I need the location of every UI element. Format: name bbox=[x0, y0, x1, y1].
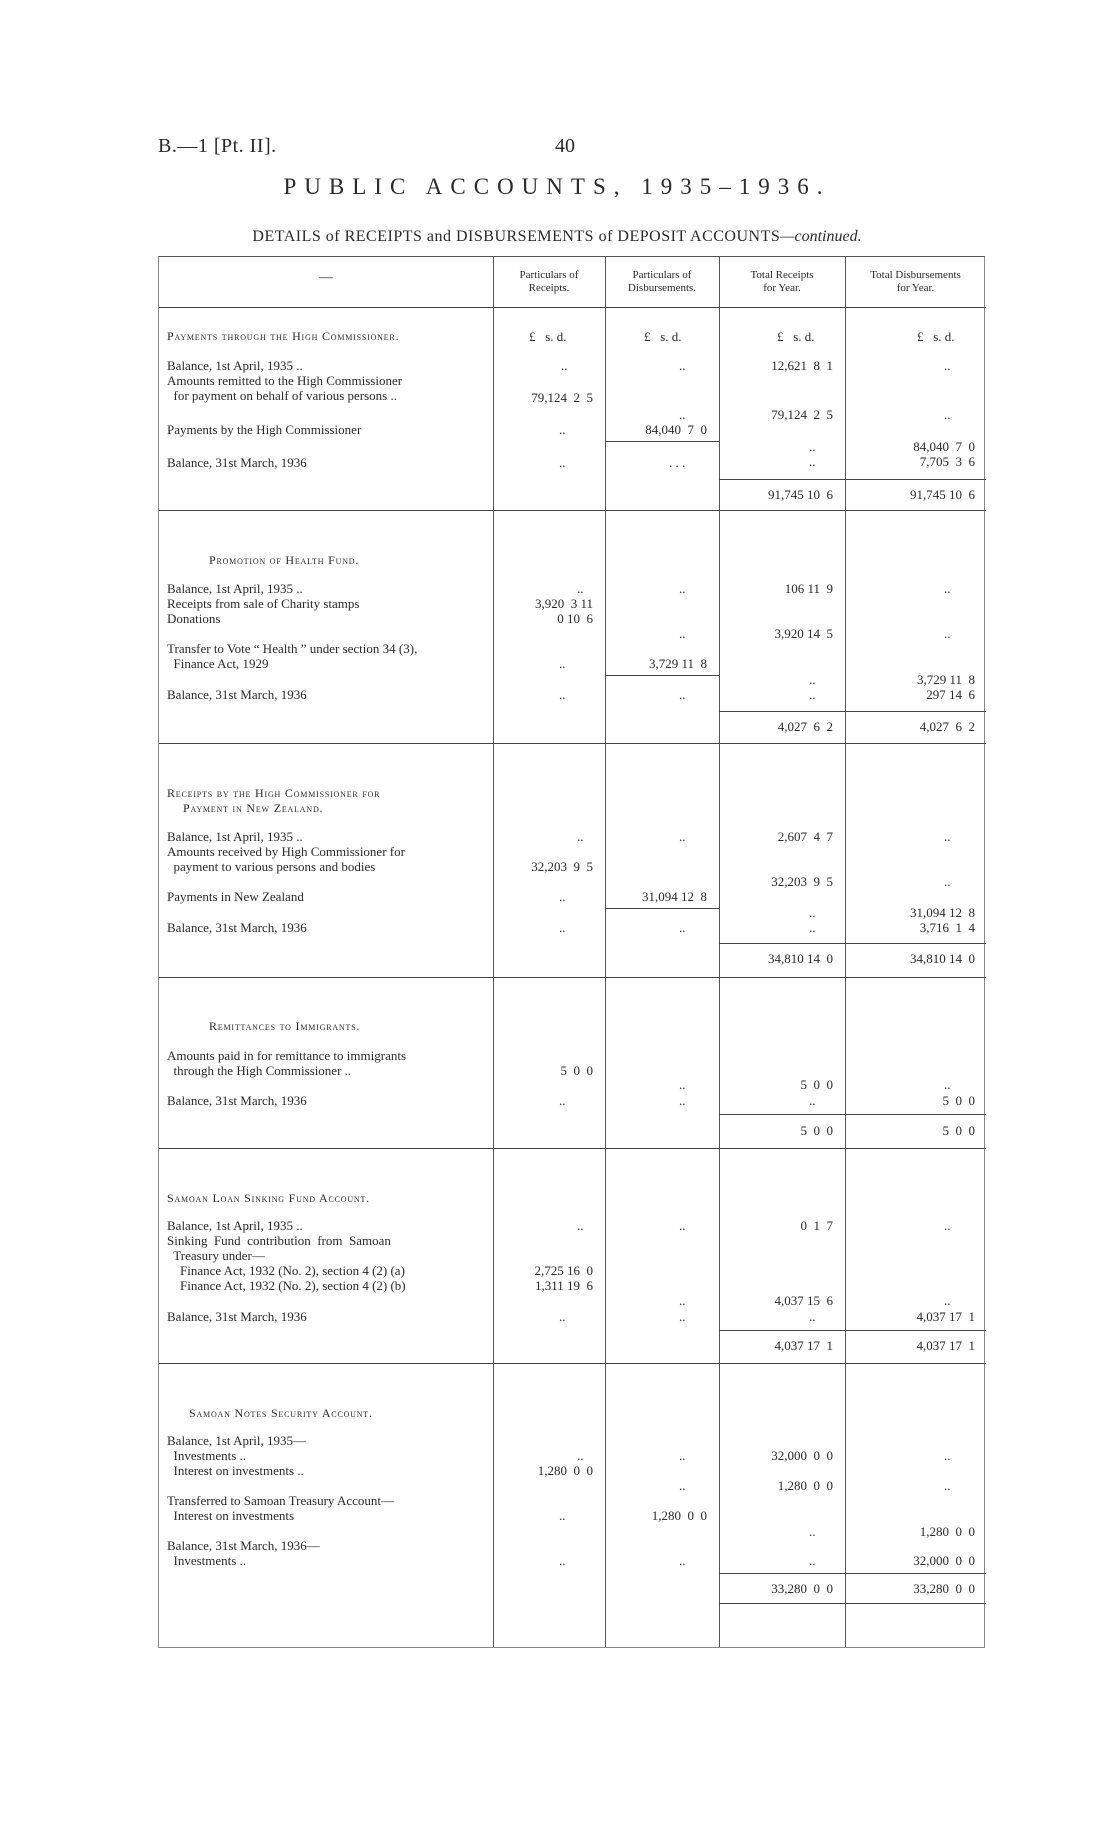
leader-dots: .. bbox=[809, 1553, 816, 1568]
leader-dots: .. bbox=[809, 1093, 816, 1108]
leader-dots: .. bbox=[561, 358, 568, 373]
currency-heading: £ s. d. bbox=[777, 329, 815, 344]
section-total-disbursements: 34,810 14 0 bbox=[910, 951, 975, 966]
sum-rule bbox=[719, 1603, 986, 1604]
disbursement-amount: 31,094 12 8 bbox=[642, 889, 707, 904]
total-disbursement-amount: 297 14 6 bbox=[926, 687, 975, 702]
total-receipt-amount: 1,280 0 0 bbox=[777, 1478, 833, 1493]
sum-rule bbox=[605, 441, 719, 442]
leader-dots: .. bbox=[944, 407, 951, 422]
leader-dots: .. bbox=[944, 358, 951, 373]
sum-rule bbox=[719, 1114, 986, 1115]
col-head-total-receipts: Total Receipts for Year. bbox=[750, 269, 814, 294]
disbursement-amount: 1,280 0 0 bbox=[651, 1508, 707, 1523]
section-total-receipts: 5 0 0 bbox=[800, 1123, 833, 1138]
total-disbursement-amount: 5 0 0 bbox=[942, 1093, 975, 1108]
page-number: 40 bbox=[555, 135, 575, 157]
receipt-amount: 3,920 3 11 bbox=[534, 596, 593, 611]
line-item: Payments by the High Commissioner bbox=[167, 422, 362, 437]
section-total-receipts: 34,810 14 0 bbox=[768, 951, 833, 966]
leader-dots: .. bbox=[809, 454, 816, 469]
line-item: Balance, 1st April, 1935 .. bbox=[167, 358, 303, 373]
leader-dots: .. bbox=[679, 1077, 686, 1092]
document-reference: B.—1 [Pt. II]. bbox=[158, 135, 277, 157]
leader-dots: .. bbox=[809, 439, 816, 454]
line-item: payment to various persons and bodies bbox=[167, 859, 376, 874]
total-receipt-amount: 79,124 2 5 bbox=[771, 407, 833, 422]
line-item: Finance Act, 1929 bbox=[167, 656, 269, 671]
receipt-amount: 2,725 16 0 bbox=[534, 1263, 593, 1278]
section-total-receipts: 4,037 17 1 bbox=[774, 1338, 833, 1353]
leader-dots: .. bbox=[809, 1309, 816, 1324]
line-item: Balance, 31st March, 1936 bbox=[167, 687, 307, 702]
receipt-amount: 1,280 0 0 bbox=[537, 1463, 593, 1478]
section-title: Receipts by the High Commissioner for bbox=[167, 786, 381, 800]
line-item: Balance, 31st March, 1936 bbox=[167, 1093, 307, 1108]
total-disbursement-amount: 7,705 3 6 bbox=[919, 454, 975, 469]
sum-rule bbox=[719, 479, 986, 480]
line-item: Balance, 1st April, 1935 .. bbox=[167, 1218, 303, 1233]
page-title: PUBLIC ACCOUNTS, 1935–1936. bbox=[283, 174, 831, 199]
column-divider bbox=[493, 257, 494, 1647]
total-receipt-amount: 32,203 9 5 bbox=[771, 874, 833, 889]
total-receipt-amount: 32,000 0 0 bbox=[771, 1448, 833, 1463]
col-head-disbursements: Particulars of Disbursements. bbox=[627, 269, 697, 294]
total-receipt-amount: 2,607 4 7 bbox=[777, 829, 833, 844]
leader-dots: .. bbox=[944, 1293, 951, 1308]
leader-dots: .. bbox=[679, 829, 686, 844]
line-item: Balance, 31st March, 1936 bbox=[167, 455, 307, 470]
leader-dots: .. bbox=[559, 656, 566, 671]
leader-dots: .. bbox=[944, 626, 951, 641]
receipt-amount: 1,311 19 6 bbox=[534, 1278, 593, 1293]
leader-dots: .. bbox=[559, 1553, 566, 1568]
subtitle-continued: —continued. bbox=[780, 228, 862, 245]
leader-dots: .. bbox=[559, 889, 566, 904]
line-item: Interest on investments bbox=[167, 1508, 295, 1523]
leader-dots: .. bbox=[679, 1478, 686, 1493]
total-disbursement-amount: 3,729 11 8 bbox=[916, 672, 975, 687]
total-receipt-amount: 3,920 14 5 bbox=[774, 626, 833, 641]
total-disbursement-amount: 1,280 0 0 bbox=[919, 1524, 975, 1539]
leader-dots: .. bbox=[679, 1448, 686, 1463]
leader-dots: .. bbox=[559, 1508, 566, 1523]
leader-dots: .. bbox=[577, 1448, 584, 1463]
leader-dots: .. bbox=[809, 1524, 816, 1539]
leader-dots: .. bbox=[944, 1218, 951, 1233]
leader-dots: .. bbox=[577, 581, 584, 596]
line-item: Balance, 1st April, 1935 .. bbox=[167, 581, 303, 596]
leader-dots: .. bbox=[679, 626, 686, 641]
line-item: through the High Commissioner .. bbox=[167, 1063, 352, 1078]
column-divider bbox=[605, 257, 606, 1647]
page-subtitle bbox=[0, 228, 1114, 246]
leader-dots: .. bbox=[679, 1553, 686, 1568]
section-title: Remittances to Immigrants. bbox=[209, 1019, 361, 1033]
leader-dots: .. bbox=[944, 874, 951, 889]
line-item: Balance, 31st March, 1936 bbox=[167, 920, 307, 935]
total-disbursement-amount: 32,000 0 0 bbox=[913, 1553, 975, 1568]
leader-dots: .. bbox=[559, 920, 566, 935]
section-rule bbox=[159, 977, 986, 978]
line-item: Receipts from sale of Charity stamps bbox=[167, 596, 360, 611]
sum-rule bbox=[719, 943, 986, 944]
line-item: Balance, 1st April, 1935 .. bbox=[167, 829, 303, 844]
section-total-disbursements: 4,037 17 1 bbox=[916, 1338, 975, 1353]
section-title: Samoan Notes Security Account. bbox=[189, 1406, 373, 1420]
total-receipt-amount: 4,037 15 6 bbox=[774, 1293, 833, 1308]
leader-dots: .. bbox=[559, 687, 566, 702]
leader-dots: .. bbox=[577, 829, 584, 844]
leader-dots: .. bbox=[944, 581, 951, 596]
sum-rule bbox=[719, 1330, 986, 1331]
section-title: Samoan Loan Sinking Fund Account. bbox=[167, 1191, 370, 1205]
section-title-continued: Payment in New Zealand. bbox=[183, 801, 324, 815]
line-item: Interest on investments .. bbox=[167, 1463, 304, 1478]
disbursement-amount: 3,729 11 8 bbox=[648, 656, 707, 671]
leader-dots: .. bbox=[944, 829, 951, 844]
disbursement-amount: 84,040 7 0 bbox=[645, 422, 707, 437]
leader-dots: .. bbox=[577, 1218, 584, 1233]
sum-rule bbox=[605, 675, 719, 676]
total-receipt-amount: 0 1 7 bbox=[800, 1218, 833, 1233]
line-item: for payment on behalf of various persons .. bbox=[167, 388, 397, 403]
leader-dots: .. bbox=[559, 1309, 566, 1324]
section-total-receipts: 4,027 6 2 bbox=[777, 719, 833, 734]
leader-dots: .. bbox=[679, 1093, 686, 1108]
col-head-total-disbursements: Total Disbursements for Year. bbox=[870, 269, 961, 294]
total-receipt-amount: 106 11 9 bbox=[784, 581, 833, 596]
leader-dots: .. bbox=[559, 422, 566, 437]
line-item: Amounts received by High Commissioner for bbox=[167, 844, 405, 859]
total-disbursement-amount: 3,716 1 4 bbox=[919, 920, 975, 935]
receipt-amount: 0 10 6 bbox=[557, 611, 593, 626]
line-item: Balance, 1st April, 1935— bbox=[167, 1433, 307, 1448]
leader-dots: .. bbox=[679, 687, 686, 702]
currency-heading: £ s. d. bbox=[644, 329, 682, 344]
receipt-amount: 32,203 9 5 bbox=[531, 859, 593, 874]
leader-dots: .. bbox=[944, 1077, 951, 1092]
col-head-description: — bbox=[319, 270, 333, 285]
subtitle-text: DETAILS of RECEIPTS and DISBURSEMENTS of DEPOSIT ACCOUNTS bbox=[252, 228, 781, 245]
section-total-receipts: 33,280 0 0 bbox=[771, 1581, 833, 1596]
leader-dots: .. bbox=[679, 920, 686, 935]
section-rule bbox=[159, 510, 986, 511]
leader-dots: .. bbox=[679, 1309, 686, 1324]
total-disbursement-amount: 4,037 17 1 bbox=[916, 1309, 975, 1324]
section-title: Promotion of Health Fund. bbox=[209, 553, 360, 567]
line-item: Investments .. bbox=[167, 1448, 247, 1463]
section-total-disbursements: 33,280 0 0 bbox=[913, 1581, 975, 1596]
line-item: Donations bbox=[167, 611, 221, 626]
total-disbursement-amount: 31,094 12 8 bbox=[910, 905, 975, 920]
total-receipt-amount: 5 0 0 bbox=[800, 1077, 833, 1092]
section-rule bbox=[159, 743, 986, 744]
line-item: Amounts paid in for remittance to immigrants bbox=[167, 1048, 407, 1063]
line-item: Sinking Fund contribution from Samoan bbox=[167, 1233, 391, 1248]
leader-dots: .. bbox=[944, 1448, 951, 1463]
leader-dots: . . . bbox=[669, 455, 686, 470]
line-item: Finance Act, 1932 (No. 2), section 4 (2) (b) bbox=[167, 1278, 406, 1293]
leader-dots: .. bbox=[679, 581, 686, 596]
currency-heading: £ s. d. bbox=[917, 329, 955, 344]
leader-dots: .. bbox=[944, 1478, 951, 1493]
section-rule bbox=[159, 1363, 986, 1364]
section-total-disbursements: 91,745 10 6 bbox=[910, 487, 975, 502]
line-item: Treasury under— bbox=[167, 1248, 265, 1263]
sum-rule bbox=[605, 908, 719, 909]
sum-rule bbox=[719, 711, 986, 712]
line-item: Amounts remitted to the High Commissioner bbox=[167, 373, 403, 388]
leader-dots: .. bbox=[679, 1218, 686, 1233]
line-item: Balance, 31st March, 1936 bbox=[167, 1309, 307, 1324]
leader-dots: .. bbox=[809, 687, 816, 702]
currency-heading: £ s. d. bbox=[529, 329, 567, 344]
accounts-table bbox=[158, 256, 985, 1648]
line-item: Balance, 31st March, 1936— bbox=[167, 1538, 320, 1553]
leader-dots: .. bbox=[679, 407, 686, 422]
total-receipt-amount: 12,621 8 1 bbox=[771, 358, 833, 373]
leader-dots: .. bbox=[559, 1093, 566, 1108]
section-title: Payments through the High Commissioner. bbox=[167, 329, 400, 343]
line-item: Transfer to Vote “ Health ” under section 34 (3), bbox=[167, 641, 418, 656]
total-disbursement-amount: 84,040 7 0 bbox=[913, 439, 975, 454]
line-item: Transferred to Samoan Treasury Account— bbox=[167, 1493, 394, 1508]
section-total-disbursements: 5 0 0 bbox=[942, 1123, 975, 1138]
leader-dots: .. bbox=[679, 1293, 686, 1308]
section-total-disbursements: 4,027 6 2 bbox=[919, 719, 975, 734]
header-rule bbox=[159, 307, 986, 308]
line-item: Investments .. bbox=[167, 1553, 247, 1568]
col-head-receipts: Particulars of Receipts. bbox=[519, 269, 579, 294]
line-item: Payments in New Zealand bbox=[167, 889, 304, 904]
leader-dots: .. bbox=[559, 455, 566, 470]
leader-dots: .. bbox=[809, 672, 816, 687]
section-total-receipts: 91,745 10 6 bbox=[768, 487, 833, 502]
receipt-amount: 79,124 2 5 bbox=[531, 390, 593, 405]
leader-dots: .. bbox=[809, 920, 816, 935]
line-item: Finance Act, 1932 (No. 2), section 4 (2) (a) bbox=[167, 1263, 405, 1278]
leader-dots: .. bbox=[809, 905, 816, 920]
receipt-amount: 5 0 0 bbox=[560, 1063, 593, 1078]
section-rule bbox=[159, 1148, 986, 1149]
leader-dots: .. bbox=[679, 358, 686, 373]
sum-rule bbox=[719, 1573, 986, 1574]
